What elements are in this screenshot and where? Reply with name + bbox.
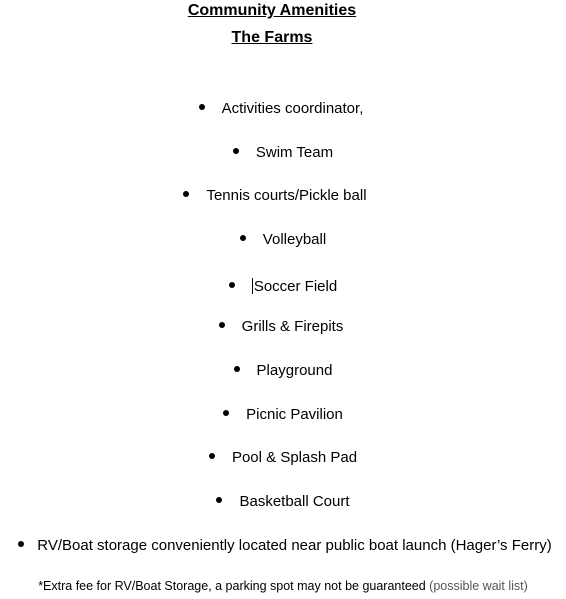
bullet-icon	[240, 235, 246, 241]
list-item-label: Soccer Field	[253, 278, 338, 295]
list-item	[0, 406, 566, 423]
list-item-label: Volleyball	[262, 231, 327, 248]
list-item-label: Basketball Court	[239, 493, 350, 510]
bullet-icon	[229, 282, 235, 288]
list-item-label: Grills & Firepits	[241, 318, 344, 335]
bullet-icon	[219, 322, 225, 328]
list-item-label: Pool & Splash Pad	[231, 449, 358, 466]
list-item	[0, 231, 566, 248]
bullet-icon	[199, 104, 205, 110]
list-item	[0, 275, 566, 295]
list-item-label: RV/Boat storage conveniently located near public boat launch (Hager’s Ferry)	[37, 537, 552, 554]
text-cursor-icon	[252, 278, 253, 294]
document-subtitle: The Farms	[231, 29, 313, 46]
list-item	[0, 187, 558, 204]
list-item-label: Playground	[256, 362, 333, 379]
list-item	[0, 449, 566, 466]
list-item	[0, 362, 566, 379]
list-item-label: Tennis courts/Pickle ball	[206, 187, 367, 204]
list-item-label: Picnic Pavilion	[246, 406, 343, 423]
bullet-icon	[233, 148, 239, 154]
list-item	[2, 537, 566, 554]
list-item-label: Swim Team	[255, 144, 334, 161]
list-item	[0, 144, 566, 161]
bullet-icon	[234, 366, 240, 372]
bullet-icon	[209, 453, 215, 459]
list-item	[0, 493, 566, 510]
document-title: Community Amenities	[187, 2, 357, 19]
bullet-icon	[183, 191, 189, 197]
bullet-icon	[223, 410, 229, 416]
footnote-parenthetical: (possible wait list)	[429, 579, 528, 593]
list-item-label: Activities coordinator,	[221, 100, 364, 117]
list-item	[0, 318, 564, 335]
bullet-icon	[18, 541, 24, 547]
footnote-text: *Extra fee for RV/Boat Storage, a parking spot may not be guaranteed	[38, 579, 430, 593]
list-item	[0, 100, 564, 117]
footnote	[0, 579, 566, 593]
bullet-icon	[216, 497, 222, 503]
